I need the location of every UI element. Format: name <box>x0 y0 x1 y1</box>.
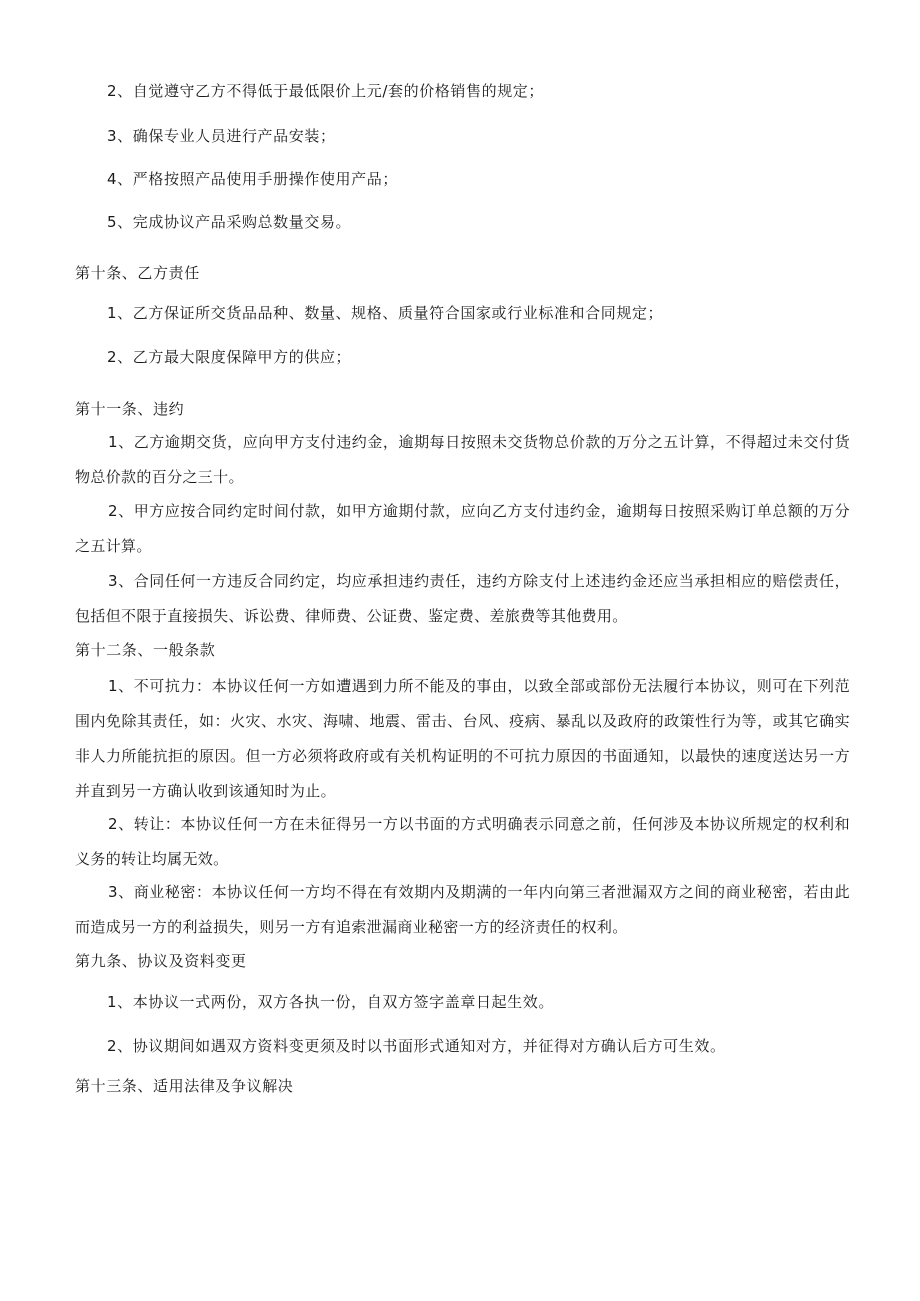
article-9-title: 第九条、协议及资料变更 <box>75 952 247 970</box>
article-11-title: 第十一条、违约 <box>75 400 185 418</box>
article-12-item-1: 1、不可抗力：本协议任何一方如遭遇到力所不能及的事由，以致全部或部份无法履行本协议，则可在下列范围内免除其责任，如：火灾、水灾、海啸、地震、雷击、台风、疫病、暴乱以及政府的政策性行为等，或其它确实非人力所能抗拒的原因。但一方必须将政府或有关机构证明的不可抗力原因的书面通知，以最快的速度送达另一方并直到另一方确认收到该通知时为止。 <box>75 677 850 800</box>
duty-item-5: 5、完成协议产品采购总数量交易。 <box>107 213 352 231</box>
article-13-title: 第十三条、适用法律及争议解决 <box>75 1077 294 1095</box>
article-11-item-1: 1、乙方逾期交货，应向甲方支付违约金，逾期每日按照未交货物总价款的万分之五计算，不得超过未交付货物总价款的百分之三十。 <box>75 433 850 486</box>
duty-item-4: 4、严格按照产品使用手册操作使用产品； <box>107 170 398 188</box>
article-9-item-1: 1、本协议一式两份，双方各执一份，自双方签字盖章日起生效。 <box>107 993 554 1011</box>
article-10-title: 第十条、乙方责任 <box>75 264 200 282</box>
article-10-item-2: 2、乙方最大限度保障甲方的供应； <box>107 348 352 366</box>
article-12-title: 第十二条、一般条款 <box>75 641 216 659</box>
article-10-item-1: 1、乙方保证所交货品品种、数量、规格、质量符合国家或行业标准和合同规定； <box>107 304 664 322</box>
article-11-item-3: 3、合同任何一方违反合同约定，均应承担违约责任，违约方除支付上述违约金还应当承担相应的赔偿责任，包括但不限于直接损失、诉讼费、律师费、公证费、鉴定费、差旅费等其他费用。 <box>75 572 850 625</box>
duty-item-2: 2、自觉遵守乙方不得低于最低限价上元/套的价格销售的规定； <box>107 82 544 100</box>
article-9-item-2: 2、协议期间如遇双方资料变更须及时以书面形式通知对方，并征得对方确认后方可生效。 <box>107 1037 726 1055</box>
article-12-item-3: 3、商业秘密：本协议任何一方均不得在有效期内及期满的一年内向第三者泄漏双方之间的商业秘密，若由此而造成另一方的利益损失，则另一方有追索泄漏商业秘密一方的经济责任的权利。 <box>75 883 850 936</box>
article-12-item-2: 2、转让：本协议任何一方在未征得另一方以书面的方式明确表示同意之前，任何涉及本协议所规定的权利和义务的转让均属无效。 <box>75 815 850 868</box>
article-11-item-2: 2、甲方应按合同约定时间付款，如甲方逾期付款，应向乙方支付违约金，逾期每日按照采购订单总额的万分之五计算。 <box>75 502 850 555</box>
duty-item-3: 3、确保专业人员进行产品安装； <box>107 127 336 145</box>
